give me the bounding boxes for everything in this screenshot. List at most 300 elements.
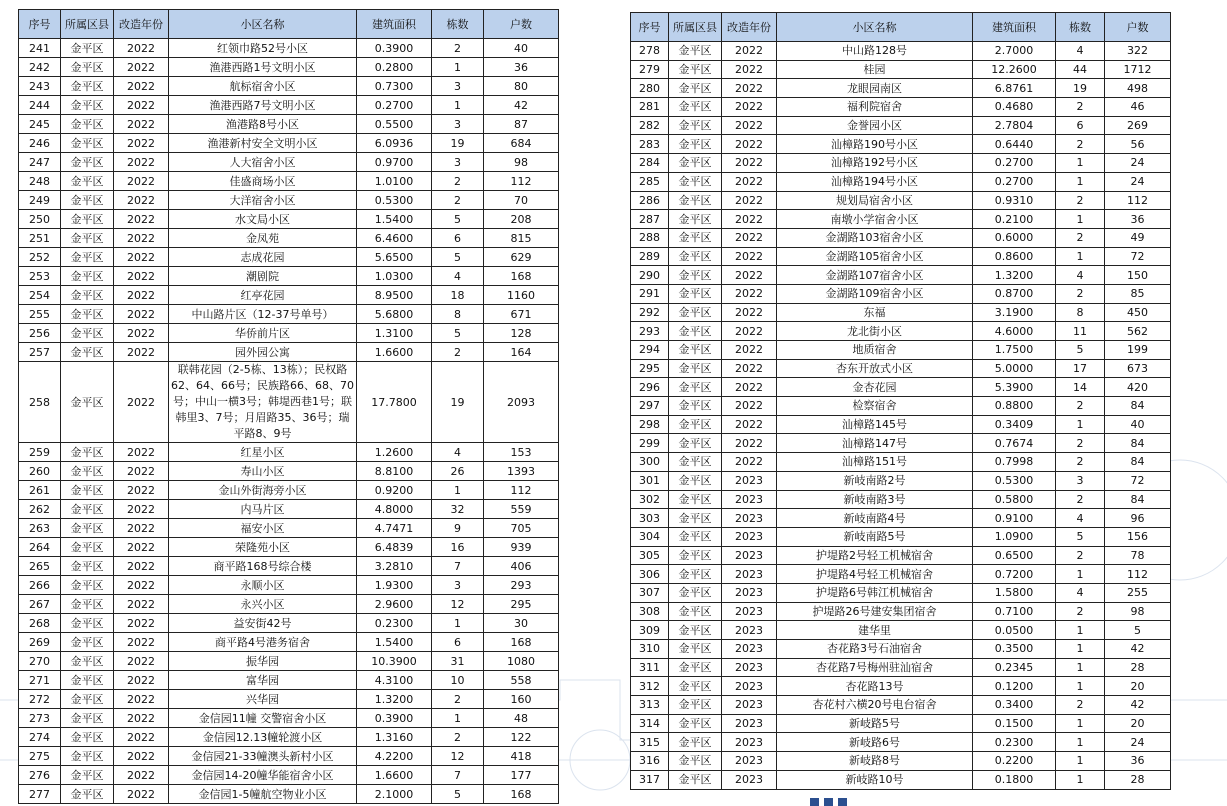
cell-seq: 303 xyxy=(631,509,669,528)
cell-households: 420 xyxy=(1105,378,1171,397)
cell-district: 金平区 xyxy=(669,602,722,621)
cell-floor-area: 0.2100 xyxy=(973,210,1056,229)
cell-buildings: 2 xyxy=(1056,602,1105,621)
cell-households: 28 xyxy=(1105,658,1171,677)
cell-seq: 305 xyxy=(631,546,669,565)
cell-floor-area: 10.3900 xyxy=(357,652,432,671)
cell-seq: 293 xyxy=(631,322,669,341)
cell-buildings: 4 xyxy=(1056,509,1105,528)
cell-buildings: 4 xyxy=(1056,266,1105,285)
cell-district: 金平区 xyxy=(61,633,114,652)
cell-floor-area: 4.2200 xyxy=(357,747,432,766)
cell-community-name: 杏花村六横20号电台宿舍 xyxy=(777,696,973,715)
cell-seq: 308 xyxy=(631,602,669,621)
cell-buildings: 6 xyxy=(432,633,484,652)
cell-seq: 313 xyxy=(631,696,669,715)
cell-households: 128 xyxy=(484,324,559,343)
table-row xyxy=(631,640,1171,659)
cell-seq: 309 xyxy=(631,621,669,640)
cell-community-name: 建华里 xyxy=(777,621,973,640)
cell-floor-area: 0.2700 xyxy=(973,154,1056,173)
cell-households: 80 xyxy=(484,77,559,96)
cell-community-name: 金信园21-33幢澳头新村小区 xyxy=(169,747,357,766)
cell-seq: 266 xyxy=(19,576,61,595)
table-row xyxy=(19,267,559,286)
header-households: 户数 xyxy=(1105,13,1171,42)
cell-year: 2022 xyxy=(114,286,169,305)
cell-floor-area: 1.0100 xyxy=(357,172,432,191)
cell-floor-area: 3.1900 xyxy=(973,303,1056,322)
cell-community-name: 新岐路10号 xyxy=(777,770,973,789)
cell-households: 255 xyxy=(1105,583,1171,602)
cell-community-name: 金誉园小区 xyxy=(777,116,973,135)
cell-buildings: 3 xyxy=(432,576,484,595)
cell-seq: 267 xyxy=(19,595,61,614)
cell-year: 2022 xyxy=(114,191,169,210)
cell-district: 金平区 xyxy=(61,747,114,766)
cell-district: 金平区 xyxy=(669,210,722,229)
cell-households: 562 xyxy=(1105,322,1171,341)
cell-district: 金平区 xyxy=(61,538,114,557)
cell-seq: 288 xyxy=(631,228,669,247)
cell-district: 金平区 xyxy=(669,640,722,659)
cell-floor-area: 2.1000 xyxy=(357,785,432,804)
cell-households: 112 xyxy=(1105,191,1171,210)
cell-buildings: 1 xyxy=(1056,677,1105,696)
cell-district: 金平区 xyxy=(61,576,114,595)
cell-seq: 282 xyxy=(631,116,669,135)
cell-year: 2023 xyxy=(722,696,777,715)
cell-community-name: 金湖路103宿舍小区 xyxy=(777,228,973,247)
table-row xyxy=(631,677,1171,696)
cell-seq: 258 xyxy=(19,362,61,443)
cell-year: 2022 xyxy=(114,324,169,343)
table-row xyxy=(19,690,559,709)
cell-year: 2023 xyxy=(722,640,777,659)
cell-district: 金平区 xyxy=(61,595,114,614)
table-right-body xyxy=(631,42,1171,790)
cell-year: 2022 xyxy=(722,98,777,117)
cell-district: 金平区 xyxy=(61,134,114,153)
cell-floor-area: 6.4839 xyxy=(357,538,432,557)
cell-buildings: 3 xyxy=(432,77,484,96)
cell-households: 815 xyxy=(484,229,559,248)
cell-year: 2022 xyxy=(722,172,777,191)
cell-seq: 287 xyxy=(631,210,669,229)
table-row xyxy=(19,462,559,481)
header-community-name: 小区名称 xyxy=(777,13,973,42)
cell-households: 293 xyxy=(484,576,559,595)
cell-buildings: 2 xyxy=(432,172,484,191)
cell-households: 168 xyxy=(484,785,559,804)
cell-floor-area: 0.2345 xyxy=(973,658,1056,677)
cell-community-name: 新岐南路4号 xyxy=(777,509,973,528)
table-row xyxy=(631,210,1171,229)
cell-households: 150 xyxy=(1105,266,1171,285)
cell-buildings: 5 xyxy=(1056,527,1105,546)
cell-households: 42 xyxy=(1105,640,1171,659)
cell-households: 168 xyxy=(484,267,559,286)
cell-households: 84 xyxy=(1105,434,1171,453)
table-row xyxy=(19,557,559,576)
cell-year: 2022 xyxy=(114,172,169,191)
cell-year: 2022 xyxy=(722,303,777,322)
cell-buildings: 2 xyxy=(1056,135,1105,154)
cell-year: 2022 xyxy=(114,576,169,595)
table-row xyxy=(19,248,559,267)
cell-district: 金平区 xyxy=(61,96,114,115)
cell-households: 164 xyxy=(484,343,559,362)
cell-seq: 301 xyxy=(631,471,669,490)
cell-seq: 286 xyxy=(631,191,669,210)
cell-seq: 276 xyxy=(19,766,61,785)
cell-seq: 296 xyxy=(631,378,669,397)
cell-floor-area: 17.7800 xyxy=(357,362,432,443)
cell-year: 2022 xyxy=(114,500,169,519)
cell-households: 40 xyxy=(484,39,559,58)
table-row xyxy=(19,652,559,671)
table-row xyxy=(631,453,1171,472)
cell-buildings: 11 xyxy=(1056,322,1105,341)
cell-district: 金平区 xyxy=(669,583,722,602)
cell-buildings: 9 xyxy=(432,519,484,538)
cell-buildings: 1 xyxy=(1056,415,1105,434)
table-row xyxy=(19,519,559,538)
cell-seq: 291 xyxy=(631,284,669,303)
cell-floor-area: 0.9700 xyxy=(357,153,432,172)
cell-seq: 241 xyxy=(19,39,61,58)
header-buildings: 栋数 xyxy=(1056,13,1105,42)
logo-mark-icon xyxy=(808,798,850,806)
table-row xyxy=(19,115,559,134)
cell-seq: 283 xyxy=(631,135,669,154)
cell-households: 84 xyxy=(1105,490,1171,509)
cell-community-name: 福安小区 xyxy=(169,519,357,538)
table-row xyxy=(631,60,1171,79)
cell-buildings: 2 xyxy=(1056,98,1105,117)
cell-households: 1393 xyxy=(484,462,559,481)
table-row xyxy=(19,191,559,210)
cell-community-name: 龙北街小区 xyxy=(777,322,973,341)
cell-seq: 272 xyxy=(19,690,61,709)
cell-seq: 298 xyxy=(631,415,669,434)
cell-floor-area: 5.0000 xyxy=(973,359,1056,378)
cell-community-name: 规划局宿舍小区 xyxy=(777,191,973,210)
cell-year: 2022 xyxy=(722,210,777,229)
cell-year: 2022 xyxy=(722,191,777,210)
cell-year: 2023 xyxy=(722,527,777,546)
cell-buildings: 12 xyxy=(432,595,484,614)
cell-seq: 271 xyxy=(19,671,61,690)
table-row xyxy=(631,172,1171,191)
cell-floor-area: 0.2200 xyxy=(973,752,1056,771)
header-seq: 序号 xyxy=(19,10,61,39)
cell-floor-area: 0.3900 xyxy=(357,39,432,58)
cell-year: 2022 xyxy=(114,690,169,709)
cell-buildings: 2 xyxy=(1056,434,1105,453)
cell-community-name: 汕樟路192号小区 xyxy=(777,154,973,173)
cell-year: 2023 xyxy=(722,752,777,771)
cell-district: 金平区 xyxy=(669,172,722,191)
cell-year: 2023 xyxy=(722,658,777,677)
cell-households: 269 xyxy=(1105,116,1171,135)
cell-buildings: 7 xyxy=(432,557,484,576)
cell-community-name: 金信园11幢 交警宿舍小区 xyxy=(169,709,357,728)
cell-buildings: 8 xyxy=(432,305,484,324)
cell-district: 金平区 xyxy=(61,652,114,671)
cell-floor-area: 0.2300 xyxy=(357,614,432,633)
cell-buildings: 3 xyxy=(1056,471,1105,490)
cell-district: 金平区 xyxy=(61,267,114,286)
cell-floor-area: 0.7100 xyxy=(973,602,1056,621)
cell-seq: 277 xyxy=(19,785,61,804)
cell-households: 85 xyxy=(1105,284,1171,303)
cell-year: 2023 xyxy=(722,714,777,733)
cell-community-name: 东福 xyxy=(777,303,973,322)
cell-seq: 252 xyxy=(19,248,61,267)
cell-community-name: 汕樟路151号 xyxy=(777,453,973,472)
cell-buildings: 44 xyxy=(1056,60,1105,79)
cell-district: 金平区 xyxy=(669,116,722,135)
cell-year: 2022 xyxy=(114,134,169,153)
cell-buildings: 7 xyxy=(432,766,484,785)
cell-seq: 310 xyxy=(631,640,669,659)
cell-households: 498 xyxy=(1105,79,1171,98)
cell-buildings: 12 xyxy=(432,747,484,766)
cell-year: 2022 xyxy=(114,210,169,229)
cell-community-name: 人大宿舍小区 xyxy=(169,153,357,172)
cell-district: 金平区 xyxy=(669,565,722,584)
cell-households: 673 xyxy=(1105,359,1171,378)
cell-community-name: 富华园 xyxy=(169,671,357,690)
cell-households: 153 xyxy=(484,443,559,462)
cell-floor-area: 0.4680 xyxy=(973,98,1056,117)
cell-floor-area: 6.8761 xyxy=(973,79,1056,98)
table-row xyxy=(631,696,1171,715)
cell-community-name: 汕樟路145号 xyxy=(777,415,973,434)
cell-seq: 289 xyxy=(631,247,669,266)
cell-households: 24 xyxy=(1105,154,1171,173)
cell-seq: 273 xyxy=(19,709,61,728)
cell-year: 2022 xyxy=(114,557,169,576)
table-row xyxy=(631,359,1171,378)
cell-buildings: 2 xyxy=(432,728,484,747)
header-year: 改造年份 xyxy=(114,10,169,39)
cell-floor-area: 0.3400 xyxy=(973,696,1056,715)
cell-community-name: 护堤路6号韩江机械宿舍 xyxy=(777,583,973,602)
cell-floor-area: 0.3409 xyxy=(973,415,1056,434)
table-row xyxy=(19,709,559,728)
cell-seq: 246 xyxy=(19,134,61,153)
cell-district: 金平区 xyxy=(669,378,722,397)
cell-district: 金平区 xyxy=(669,79,722,98)
cell-floor-area: 2.9600 xyxy=(357,595,432,614)
cell-floor-area: 0.3500 xyxy=(973,640,1056,659)
cell-seq: 248 xyxy=(19,172,61,191)
cell-households: 20 xyxy=(1105,677,1171,696)
table-row xyxy=(631,770,1171,789)
cell-seq: 265 xyxy=(19,557,61,576)
cell-households: 72 xyxy=(1105,471,1171,490)
cell-year: 2023 xyxy=(722,733,777,752)
table-row xyxy=(631,621,1171,640)
cell-floor-area: 0.2700 xyxy=(973,172,1056,191)
cell-district: 金平区 xyxy=(669,60,722,79)
table-row xyxy=(631,397,1171,416)
cell-district: 金平区 xyxy=(61,343,114,362)
cell-community-name: 汕樟路190号小区 xyxy=(777,135,973,154)
cell-community-name: 金信园14-20幢华能宿舍小区 xyxy=(169,766,357,785)
table-row xyxy=(631,341,1171,360)
cell-seq: 279 xyxy=(631,60,669,79)
cell-district: 金平区 xyxy=(61,519,114,538)
cell-community-name: 南墩小学宿舍小区 xyxy=(777,210,973,229)
cell-buildings: 2 xyxy=(1056,397,1105,416)
table-row xyxy=(19,58,559,77)
cell-community-name: 潮剧院 xyxy=(169,267,357,286)
cell-community-name: 中山路128号 xyxy=(777,42,973,61)
cell-community-name: 检察宿舍 xyxy=(777,397,973,416)
cell-year: 2022 xyxy=(722,266,777,285)
cell-year: 2022 xyxy=(722,453,777,472)
cell-households: 78 xyxy=(1105,546,1171,565)
cell-community-name: 护堤路2号轻工机械宿舍 xyxy=(777,546,973,565)
cell-buildings: 2 xyxy=(1056,228,1105,247)
table-row xyxy=(19,633,559,652)
cell-buildings: 1 xyxy=(1056,210,1105,229)
cell-community-name: 杏花路3号石油宿舍 xyxy=(777,640,973,659)
cell-buildings: 5 xyxy=(1056,341,1105,360)
cell-district: 金平区 xyxy=(669,733,722,752)
cell-community-name: 志成花园 xyxy=(169,248,357,267)
table-row xyxy=(19,500,559,519)
cell-seq: 312 xyxy=(631,677,669,696)
cell-district: 金平区 xyxy=(61,77,114,96)
cell-district: 金平区 xyxy=(669,677,722,696)
cell-community-name: 渔港西路1号文明小区 xyxy=(169,58,357,77)
cell-community-name: 红领巾路52号小区 xyxy=(169,39,357,58)
cell-buildings: 2 xyxy=(1056,546,1105,565)
cell-year: 2023 xyxy=(722,677,777,696)
cell-households: 72 xyxy=(1105,247,1171,266)
cell-households: 450 xyxy=(1105,303,1171,322)
cell-floor-area: 1.5400 xyxy=(357,210,432,229)
cell-households: 418 xyxy=(484,747,559,766)
cell-year: 2022 xyxy=(114,538,169,557)
cell-year: 2023 xyxy=(722,546,777,565)
cell-community-name: 金信园12.13幢轮渡小区 xyxy=(169,728,357,747)
cell-seq: 297 xyxy=(631,397,669,416)
table-row xyxy=(631,79,1171,98)
cell-district: 金平区 xyxy=(669,770,722,789)
header-year: 改造年份 xyxy=(722,13,777,42)
cell-community-name: 杏东开放式小区 xyxy=(777,359,973,378)
cell-buildings: 16 xyxy=(432,538,484,557)
cell-community-name: 金湖路107宿舍小区 xyxy=(777,266,973,285)
table-right xyxy=(630,12,1171,790)
cell-district: 金平区 xyxy=(61,766,114,785)
cell-households: 558 xyxy=(484,671,559,690)
cell-year: 2022 xyxy=(114,305,169,324)
cell-district: 金平区 xyxy=(61,728,114,747)
cell-community-name: 新岐路8号 xyxy=(777,752,973,771)
table-row xyxy=(631,733,1171,752)
cell-buildings: 3 xyxy=(432,115,484,134)
cell-buildings: 2 xyxy=(1056,284,1105,303)
cell-district: 金平区 xyxy=(61,229,114,248)
cell-buildings: 1 xyxy=(432,481,484,500)
table-row xyxy=(631,98,1171,117)
cell-district: 金平区 xyxy=(61,305,114,324)
cell-floor-area: 4.3100 xyxy=(357,671,432,690)
cell-households: 1160 xyxy=(484,286,559,305)
table-row xyxy=(631,752,1171,771)
cell-households: 56 xyxy=(1105,135,1171,154)
cell-buildings: 14 xyxy=(1056,378,1105,397)
table-row xyxy=(631,135,1171,154)
cell-year: 2022 xyxy=(114,633,169,652)
table-row xyxy=(631,415,1171,434)
cell-floor-area: 12.2600 xyxy=(973,60,1056,79)
cell-seq: 317 xyxy=(631,770,669,789)
cell-community-name: 龙眼园南区 xyxy=(777,79,973,98)
table-left-body xyxy=(19,39,559,804)
table-row xyxy=(19,324,559,343)
cell-district: 金平区 xyxy=(669,135,722,154)
cell-community-name: 金杏花园 xyxy=(777,378,973,397)
cell-community-name: 杏花路13号 xyxy=(777,677,973,696)
cell-year: 2022 xyxy=(114,343,169,362)
cell-district: 金平区 xyxy=(669,415,722,434)
cell-floor-area: 5.3900 xyxy=(973,378,1056,397)
cell-seq: 278 xyxy=(631,42,669,61)
cell-households: 939 xyxy=(484,538,559,557)
cell-households: 112 xyxy=(484,481,559,500)
cell-district: 金平区 xyxy=(669,509,722,528)
table-row xyxy=(19,766,559,785)
cell-households: 84 xyxy=(1105,397,1171,416)
cell-community-name: 华侨前片区 xyxy=(169,324,357,343)
cell-year: 2022 xyxy=(114,362,169,443)
cell-households: 629 xyxy=(484,248,559,267)
cell-district: 金平区 xyxy=(669,621,722,640)
cell-floor-area: 0.3900 xyxy=(357,709,432,728)
cell-seq: 268 xyxy=(19,614,61,633)
cell-year: 2022 xyxy=(114,229,169,248)
cell-year: 2022 xyxy=(722,378,777,397)
table-row xyxy=(19,153,559,172)
cell-households: 24 xyxy=(1105,733,1171,752)
cell-community-name: 新岐南路2号 xyxy=(777,471,973,490)
cell-floor-area: 8.8100 xyxy=(357,462,432,481)
cell-seq: 285 xyxy=(631,172,669,191)
cell-buildings: 1 xyxy=(1056,172,1105,191)
cell-year: 2023 xyxy=(722,770,777,789)
cell-buildings: 1 xyxy=(1056,770,1105,789)
cell-community-name: 渔港路8号小区 xyxy=(169,115,357,134)
cell-buildings: 26 xyxy=(432,462,484,481)
table-row xyxy=(19,747,559,766)
cell-households: 1712 xyxy=(1105,60,1171,79)
cell-floor-area: 0.7200 xyxy=(973,565,1056,584)
cell-seq: 259 xyxy=(19,443,61,462)
cell-households: 49 xyxy=(1105,228,1171,247)
cell-floor-area: 0.5500 xyxy=(357,115,432,134)
cell-community-name: 联韩花园（2-5栋、13栋）；民权路62、64、66号；民族路66、68、70号；中山一横3号；韩堤西巷1号；联韩里3、7号；月眉路35、36号；瑞平路8、9号 xyxy=(169,362,357,443)
cell-year: 2022 xyxy=(114,39,169,58)
cell-community-name: 中山路片区（12-37号单号） xyxy=(169,305,357,324)
cell-year: 2022 xyxy=(722,284,777,303)
